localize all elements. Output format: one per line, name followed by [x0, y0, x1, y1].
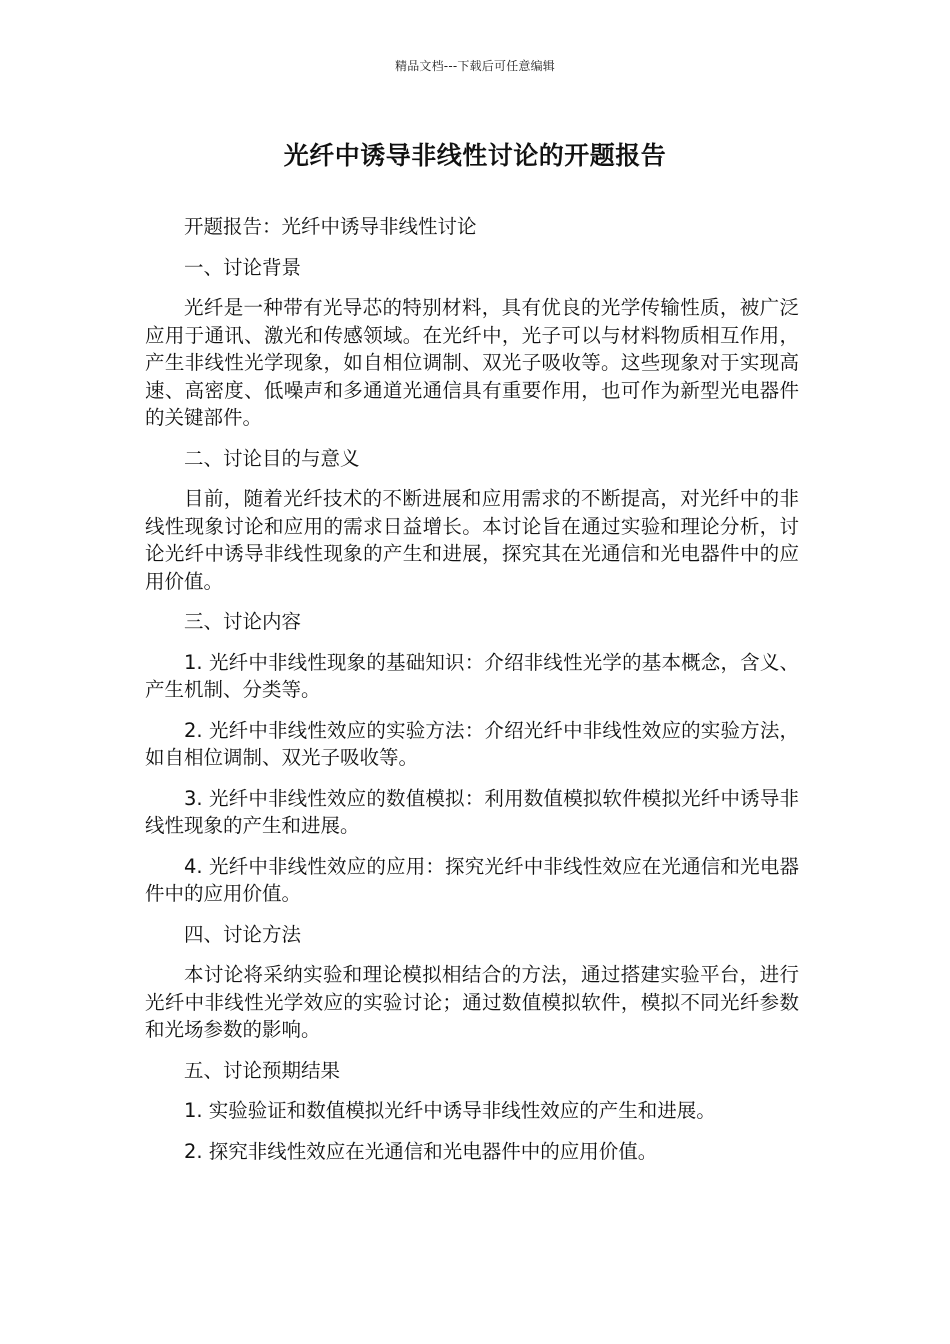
section-heading-purpose: 二、讨论目的与意义: [184, 446, 360, 470]
document-title: 光纤中诱导非线性讨论的开题报告: [283, 141, 667, 170]
section-heading-content: 三、讨论内容: [184, 610, 302, 633]
section-heading-background: 一、讨论背景: [184, 255, 302, 279]
expected-result-1: 1. 实验验证和数值模拟光纤中诱导非线性效应的产生和进展。: [184, 1099, 716, 1122]
paragraph-background: 光纤是一种带有光导芯的特别材料，具有优良的光学传输性质，被广泛应用于通讯、激光和传感领域。在光纤中，光子可以与材料物质相互作用，产生非线性光学现象，如自相位调制、双光子吸收等。这些现象对于实现高速、高密度、低噪声和多通道光通信具有重要作用，也可作为新型光电器件的关键部件。: [145, 296, 799, 429]
content-item-1: 1. 光纤中非线性现象的基础知识：介绍非线性光学的基本概念，含义、产生机制、分类等。: [145, 650, 799, 701]
section-heading-expected-results: 五、讨论预期结果: [184, 1058, 341, 1082]
paragraph-purpose: 目前，随着光纤技术的不断进展和应用需求的不断提高，对光纤中的非线性现象讨论和应用的需求日益增长。本讨论旨在通过实验和理论分析，讨论光纤中诱导非线性现象的产生和进展，探究其在光通信和光电器件中的应用价值。: [145, 487, 799, 593]
content-item-3: 3. 光纤中非线性效应的数值模拟：利用数值模拟软件模拟光纤中诱导非线性现象的产生和进展。: [145, 786, 799, 837]
expected-result-2: 2. 探究非线性效应在光通信和光电器件中的应用价值。: [184, 1139, 658, 1163]
document-body: [145, 213, 799, 1178]
content-item-2: 2. 光纤中非线性效应的实验方法：介绍光纤中非线性效应的实验方法，如自相位调制、双光子吸收等。: [145, 718, 799, 769]
section-heading-method: 四、讨论方法: [184, 922, 302, 946]
header-note: 精品文档---下载后可任意编辑: [395, 59, 555, 73]
content-item-4: 4. 光纤中非线性效应的应用：探究光纤中非线性效应在光通信和光电器件中的应用价值。: [145, 854, 799, 905]
report-subtitle: 开题报告：光纤中诱导非线性讨论: [184, 215, 477, 238]
paragraph-method: 本讨论将采纳实验和理论模拟相结合的方法，通过搭建实验平台，进行光纤中非线性光学效应的实验讨论；通过数值模拟软件，模拟不同光纤参数和光场参数的影响。: [145, 963, 799, 1041]
